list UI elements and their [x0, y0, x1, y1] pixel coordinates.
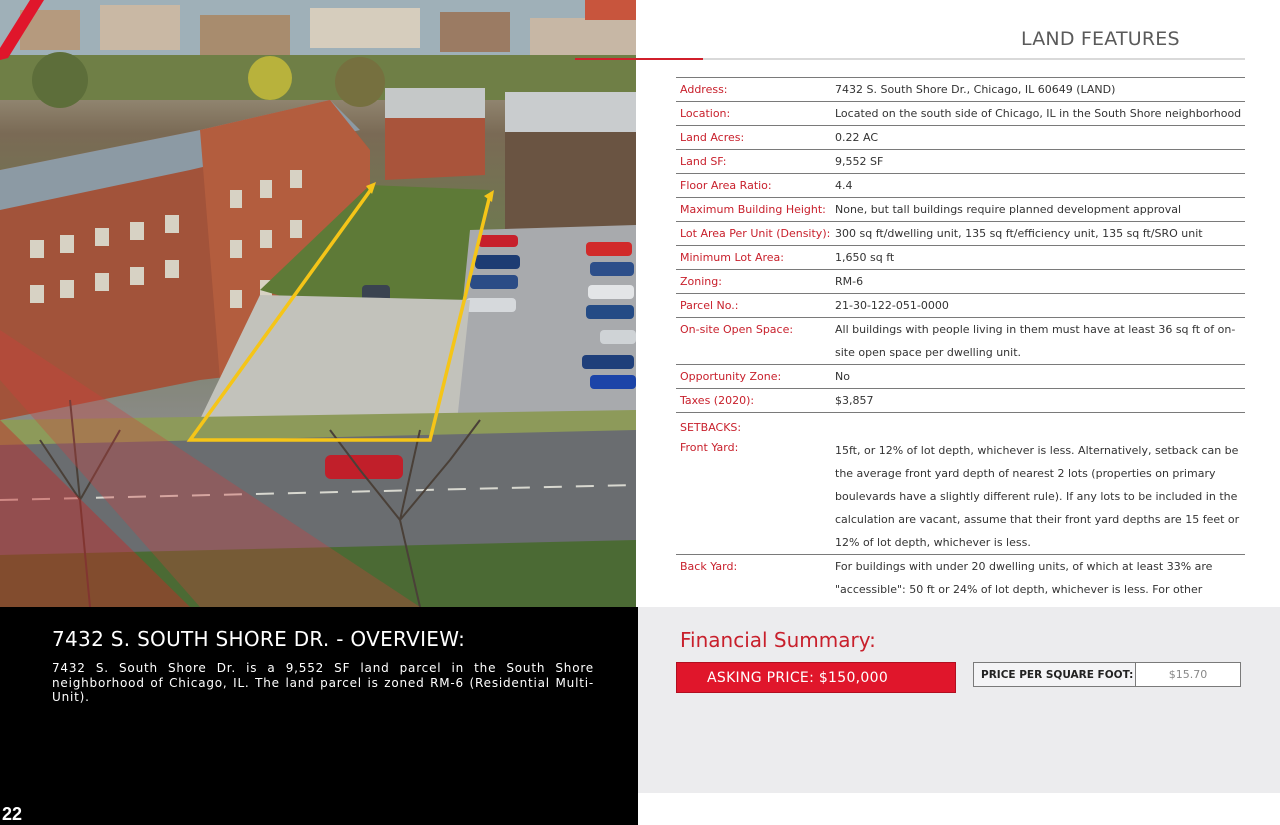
- feature-row-max-height: [676, 197, 1245, 221]
- price-per-sqft-label: PRICE PER SQUARE FOOT:: [974, 663, 1136, 686]
- feature-row-density: [676, 221, 1245, 245]
- feature-value: No: [835, 370, 850, 383]
- feature-label: Taxes (2020):: [680, 394, 755, 407]
- feature-value: 9,552 SF: [835, 155, 884, 168]
- price-per-sqft-value: $15.70: [1168, 668, 1208, 681]
- section-title: LAND FEATURES: [1021, 28, 1180, 50]
- setbacks-heading-row: [676, 412, 1245, 436]
- setbacks-heading-spacer: [835, 413, 1245, 436]
- aerial-photo: [0, 0, 636, 607]
- feature-row-opportunity-zone: [676, 364, 1245, 388]
- feature-value: All buildings with people living in them must have at least 36 sq ft of on-site open space per dwelling unit.: [835, 323, 1236, 359]
- feature-label: Land SF:: [680, 155, 727, 168]
- feature-value: 0.22 AC: [835, 131, 879, 144]
- feature-row-address: [676, 77, 1245, 101]
- overview-title: 7432 S. SOUTH SHORE DR. - OVERVIEW:: [52, 627, 466, 651]
- feature-label: Location:: [680, 107, 731, 120]
- feature-label: Parcel No.:: [680, 299, 739, 312]
- financial-summary-panel: [638, 607, 1280, 793]
- feature-label: Land Acres:: [680, 131, 745, 144]
- feature-row-taxes: [676, 388, 1245, 412]
- feature-label: Lot Area Per Unit (Density):: [680, 227, 831, 240]
- feature-row-open-space: [676, 317, 1245, 364]
- financial-summary-title: Financial Summary:: [680, 628, 876, 652]
- feature-label: Address:: [680, 83, 728, 96]
- feature-value: RM-6: [835, 275, 864, 288]
- feature-row-location: [676, 101, 1245, 125]
- setbacks-heading: SETBACKS:: [680, 421, 742, 434]
- feature-row-far: [676, 173, 1245, 197]
- overview-text: 7432 S. South Shore Dr. is a 9,552 SF land parcel in the South Shore neighborhood of Chicago, IL. The land parcel is zoned RM-6 (Residential Multi-Unit).: [52, 661, 594, 704]
- setback-label: Back Yard:: [680, 560, 738, 573]
- asking-price-badge: ASKING PRICE: $150,000: [676, 662, 956, 693]
- feature-value: $3,857: [835, 394, 874, 407]
- page-number: 22: [2, 804, 23, 824]
- feature-value: Located on the south side of Chicago, IL in the South Shore neighborhood: [835, 107, 1242, 120]
- feature-value: 1,650 sq ft: [835, 251, 895, 264]
- feature-label: Zoning:: [680, 275, 722, 288]
- feature-value: 7432 S. South Shore Dr., Chicago, IL 60649 (LAND): [835, 83, 1116, 96]
- title-divider-accent: [575, 58, 703, 60]
- overview-panel: [0, 607, 638, 825]
- feature-value: 4.4: [835, 179, 853, 192]
- setback-row-front-yard: [676, 436, 1245, 554]
- feature-label: Minimum Lot Area:: [680, 251, 784, 264]
- feature-row-parcel: [676, 293, 1245, 317]
- setback-value: 15ft, or 12% of lot depth, whichever is less. Alternatively, setback can be the average front yard depth of nearest 2 lots (properties on primary boulevards have a slightly different rule). If any lots to be included in the calculation are vacant, assume that their front yard depths are 15 feet or 12% of lot depth, whichever is less.: [835, 444, 1240, 549]
- feature-label: Maximum Building Height:: [680, 203, 826, 216]
- feature-label: Floor Area Ratio:: [680, 179, 772, 192]
- feature-value: 300 sq ft/dwelling unit, 135 sq ft/efficiency unit, 135 sq ft/SRO unit: [835, 227, 1203, 240]
- feature-label: Opportunity Zone:: [680, 370, 782, 383]
- feature-value: None, but tall buildings require planned development approval: [835, 203, 1182, 216]
- feature-value: 21-30-122-051-0000: [835, 299, 949, 312]
- aerial-photo-illustration: [0, 0, 636, 607]
- price-per-sqft-box: [973, 662, 1241, 687]
- feature-row-land-sf: [676, 149, 1245, 173]
- feature-row-min-lot-area: [676, 245, 1245, 269]
- setback-label: Front Yard:: [680, 441, 739, 454]
- feature-row-land-acres: [676, 125, 1245, 149]
- feature-row-zoning: [676, 269, 1245, 293]
- land-features-table: [676, 77, 1245, 624]
- feature-label: On-site Open Space:: [680, 323, 794, 336]
- setback-value: For buildings with under 20 dwelling units, of which at least 33% are "accessible": 50 ft or 24% of lot depth, whichever is less. For other: [835, 560, 1213, 596]
